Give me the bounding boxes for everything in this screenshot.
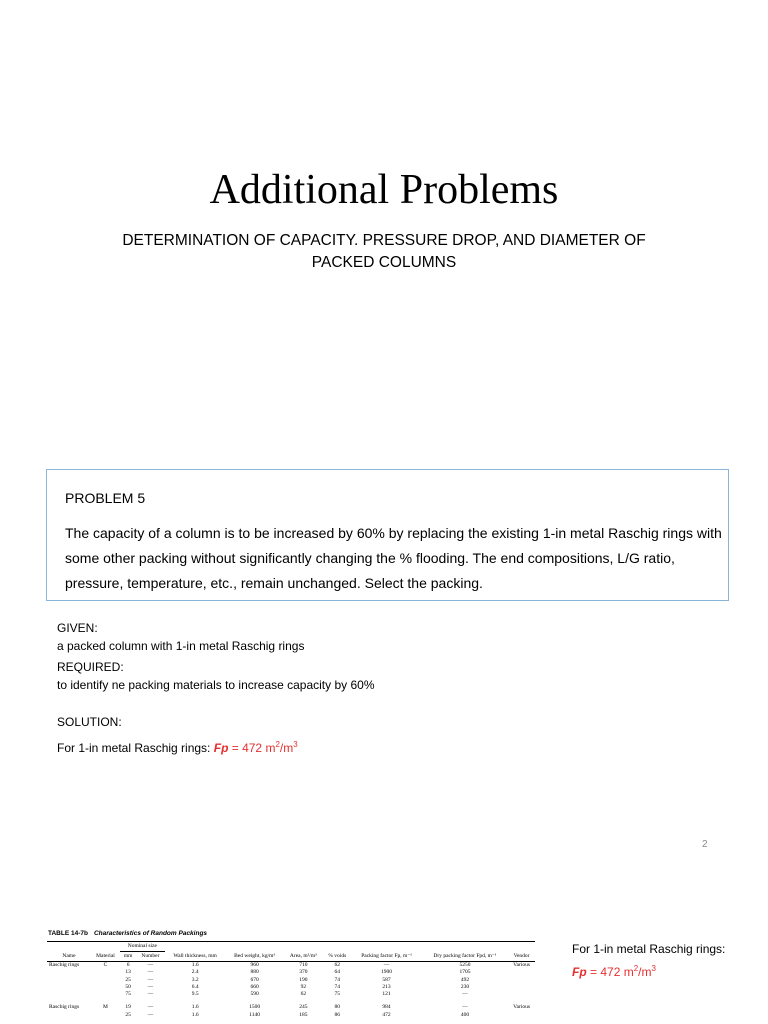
- problem-heading: PROBLEM 5: [65, 490, 146, 506]
- cell-number: — —: [147, 1004, 154, 1018]
- random-packings-table: [47, 941, 535, 1019]
- table-group-header: Nominal size: [120, 942, 165, 952]
- cell-name: Raschig rings: [49, 962, 80, 968]
- unit-exponent: 3: [651, 964, 656, 973]
- table-header: mm: [120, 952, 136, 962]
- cell-fpd: — 400: [460, 1004, 470, 1018]
- packing-factor-line: [57, 737, 298, 756]
- cell-fp: — 1900 587 213 121: [381, 962, 393, 998]
- cell-voids: 62 64 74 74 75: [334, 962, 341, 998]
- cell-name: Raschig rings: [49, 1004, 80, 1011]
- table-header: Wall thickness, mm: [165, 942, 226, 962]
- page-number: 2: [702, 839, 708, 850]
- problem-box: [46, 469, 729, 601]
- packing-factor-prefix: For 1-in metal Raschig rings:: [57, 741, 214, 755]
- required-text: to identify ne packing materials to increase capacity by 60%: [57, 678, 375, 692]
- cell-wall: 1.6 2.4 3.2 6.4 9.5: [191, 962, 199, 998]
- unit-exponent: 3: [293, 740, 298, 749]
- slide-title: Additional Problems: [209, 167, 559, 213]
- table-header: Material: [91, 942, 120, 962]
- table-header: Area, m²/m³: [284, 942, 324, 962]
- slide-subtitle: DETERMINATION OF CAPACITY. PRESSURE DROP, AND DIAMETER OF PACKED COLUMNS: [122, 232, 646, 271]
- cell-number: — — — — —: [147, 962, 154, 998]
- table-caption-name: Characteristics of Random Packings: [93, 930, 208, 937]
- unit-divider: /m: [638, 965, 652, 979]
- table-caption: [48, 930, 207, 937]
- unit-exponent: 2: [633, 964, 639, 973]
- solution-label: SOLUTION:: [57, 715, 122, 729]
- cell-area: 245 185: [299, 1004, 308, 1018]
- side-note: [572, 939, 742, 982]
- required-label: REQUIRED:: [57, 660, 124, 674]
- table-header: Bed weight, kg/m³: [226, 942, 284, 962]
- table-header: Vendor: [508, 942, 535, 962]
- cell-vendor: Various: [513, 1004, 530, 1011]
- table-caption-number: TABLE 14-7b: [48, 930, 88, 937]
- cell-fpd: 5250 1705 492 230 —: [459, 962, 471, 998]
- cell-material: M: [103, 1004, 108, 1011]
- side-note-symbol: Fp: [572, 965, 587, 979]
- cell-material: C: [103, 962, 108, 968]
- cell-size: 19 25: [125, 1004, 131, 1018]
- packing-factor-value: = 472 m: [228, 741, 276, 755]
- table-header: Name: [47, 942, 91, 962]
- side-note-value: = 472 m: [586, 965, 634, 979]
- cell-voids: 80 86: [334, 1004, 341, 1018]
- cell-area: 710 370 190 92 62: [299, 962, 308, 998]
- table-header: Number: [136, 952, 164, 962]
- cell-wall: 1.6 1.6: [191, 1004, 199, 1018]
- problem-text: The capacity of a column is to be increased by 60% by replacing the existing 1-in metal Raschig rings with some other packing without significantly changing the % flooding. The end compositions, L/G ratio, pressure, temperature, etc., remain unchanged. Select the packing.: [65, 525, 722, 591]
- table-row: [47, 1004, 535, 1019]
- cell-weight: 960 880 670 660 590: [250, 962, 259, 998]
- cell-fp: 984 472: [382, 1004, 391, 1018]
- packing-factor-symbol: Fp: [213, 741, 229, 755]
- table-header: Dry packing factor Fpd, m⁻¹: [422, 942, 508, 962]
- table-header: % voids: [323, 942, 351, 962]
- given-text: a packed column with 1-in metal Raschig rings: [57, 639, 305, 653]
- unit-exponent: 2: [275, 740, 280, 749]
- cell-size: 6 13 25 50 75: [125, 962, 131, 998]
- unit-divider: /m: [279, 741, 294, 755]
- table-row: [47, 962, 535, 999]
- cell-vendor: Various: [513, 962, 530, 968]
- side-note-prefix: For 1-in metal Raschig rings:: [572, 942, 726, 956]
- given-label: GIVEN:: [57, 621, 98, 635]
- cell-weight: 1500 1140: [249, 1004, 261, 1018]
- table-header: Packing factor Fp, m⁻¹: [351, 942, 421, 962]
